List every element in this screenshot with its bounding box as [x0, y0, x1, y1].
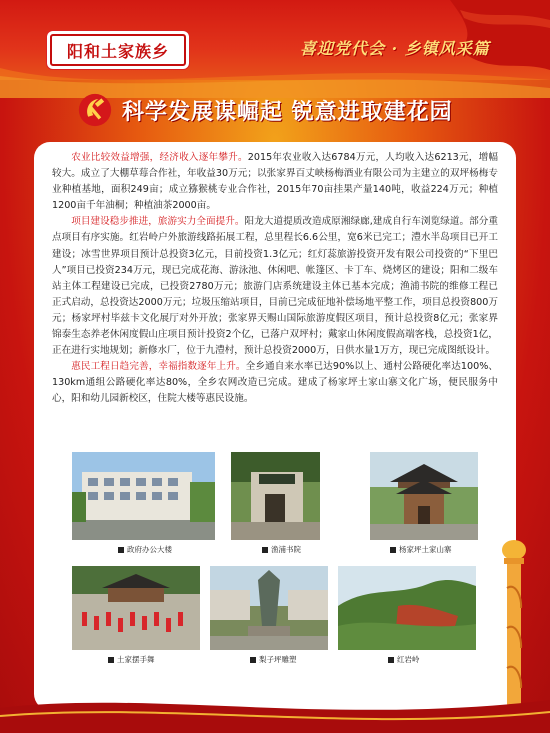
paragraph-text: 全乡通自来水率已达90%以上、通村公路硬化率达100%、130km通组公路硬化率达80%，全乡农网改造已完成。建成了杨家坪土家山寨文化广场，便民服务中心，阳和幼儿园新校区，住院大楼等惠民设施。: [52, 361, 498, 405]
paragraph-welfare: [52, 359, 498, 407]
photo-hongyanling: [338, 566, 476, 650]
photo-caption: 杨家坪土家山寨: [390, 544, 452, 555]
photo-yangjiaping-village: [370, 452, 478, 540]
bullet-square-icon: [262, 547, 268, 553]
paragraph-projects: [52, 214, 498, 359]
page-headline: 科学发展谋崛起 锐意进取建花园: [122, 99, 453, 125]
party-emblem-icon: [78, 93, 112, 127]
photo-caption: 政府办公大楼: [118, 544, 172, 555]
paragraph-lead: 项目建设稳步推进，旅游实力全面提升。: [71, 216, 245, 228]
photo-yupu-academy: [231, 452, 320, 540]
paragraph-text: 阳龙大道提质改造成原湘绿廊,建成自行车浏览绿道。部分重点项目有序实施。红岩岭户外旅游线路拓展工程，总里程长6.6公里，宽6米已完工；澧水半岛项目已开工建设；冰雪世界项目预计总投资3亿元，目前投资1.3亿元；红灯蕊旅游投资开发有限公司投资的“下里巴人”项目已投资234万元，现已完成花海、游泳池、休闲吧、帐篷区、卡丁车、烧烤区的建设；阳和二级车站主体工程建设已完成，已投资2780万元；旅游门店系统建设主体已基本完成；渔浦书院的维修工程已正式启动，总投资达2000万元；垃圾压缩站项目，目前已完成征地补偿场地平整工作，项目总投资800万元；杨家坪村毕兹卡文化展厅对外开放；张家界天赐山国际旅游度假区项目，预计总投资8亿元；张家界锦泰生态养老休闲度假山庄项目预计投资2个亿，已落户双坪村；戴家山休闲度假高端客栈，总投资1亿，正在进行实地规划；新修水厂，位于九澧村，预计总投资2000万，日供水量1万方，现已完成图纸设计。: [52, 216, 498, 357]
photo-government-building: [72, 452, 215, 540]
photo-caption: 红岩岭: [388, 654, 420, 665]
bullet-square-icon: [250, 657, 256, 663]
headline-row: [78, 90, 508, 130]
photo-lizipi-sculpture: [210, 566, 328, 650]
bullet-square-icon: [118, 547, 124, 553]
bullet-square-icon: [108, 657, 114, 663]
township-badge: [50, 34, 186, 66]
header-slogan: 喜迎党代会 · 乡镇风采篇: [300, 39, 490, 58]
article-body: [52, 150, 498, 408]
bullet-square-icon: [390, 547, 396, 553]
bullet-square-icon: [388, 657, 394, 663]
photo-tujia-dance: [72, 566, 200, 650]
paragraph-text: 2015年农业收入达6784万元，人均收入达6213元，增幅较大。成立了大棚草莓合作社，年收益30万元；以张家界百丈峡杨梅酒业有限公司为主建立的双坪杨梅专业种植基地，面积249亩；成立猕猴桃专业合作社，2015年70亩挂果产量140吨，收益224万元；种植1200亩千年油桐；种植油茶2000亩。: [52, 152, 499, 212]
paragraph-agriculture: [52, 150, 498, 214]
paragraph-lead: 农业比较效益增强，经济收入逐年攀升。: [71, 152, 248, 163]
photo-caption: 渔浦书院: [262, 544, 301, 555]
paragraph-lead: 惠民工程日趋完善，幸福指数逐年上升。: [71, 361, 246, 373]
photo-caption: 土家摆手舞: [108, 654, 155, 665]
bottom-ribbon: [0, 690, 550, 733]
photo-caption: 梨子坪雕塑: [250, 654, 297, 665]
township-name: 阳和土家族乡: [66, 41, 169, 61]
